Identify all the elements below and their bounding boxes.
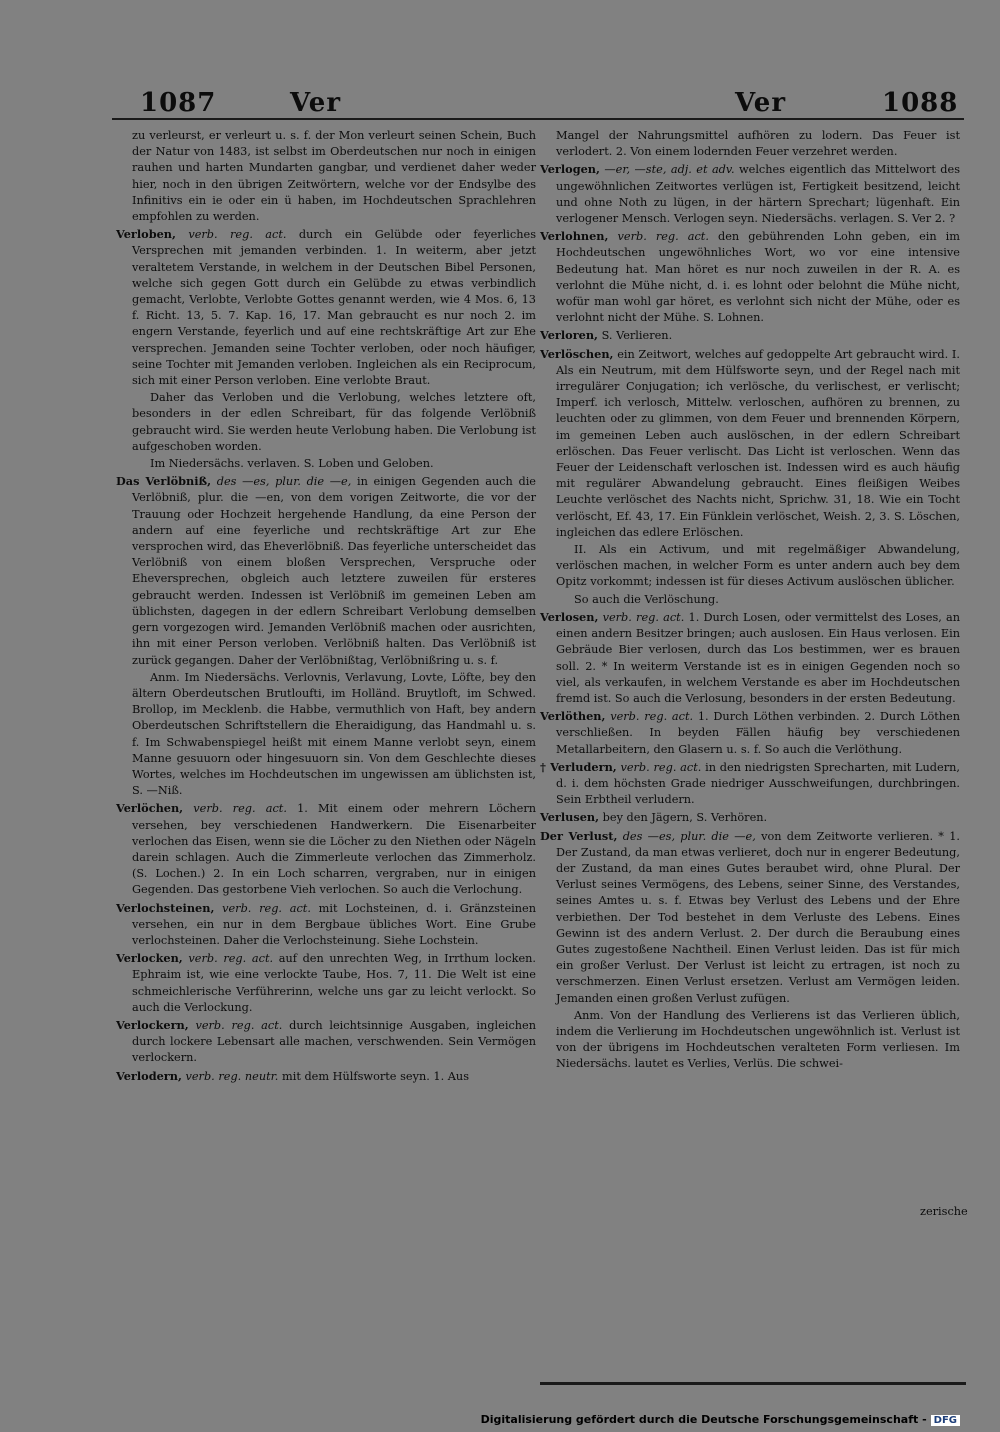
entry-grammar: verb. reg. act. xyxy=(610,710,694,724)
entry-text: 1. Mit einem oder mehrern Löchern versehen, bey verschiedenen Handwerkern. Die Eisenarbeiter verlochen das Eisen, wenn sie die Löcher zu den Niethen oder Nägeln darein schlagen. Auch die Zimmerleute verlochen das Zimmerholz. (S. Lochen.) 2. In ein Loch scharren, vergraben, nur in einigen Gegenden. Das gestorbene Vieh verlochen. So auch die Verlochung. xyxy=(132,802,537,897)
continued-text: zu verleurst, er verleurt u. s. f. der Mon verleurt seinen Schein, Buch der Natur von 1483, ist selbst im Oberdeutschen nur noch in einigen rauhen und harten Mundarten gangbar, und verdienet daher weder hier, noch in den übrigen Zeitwörtern, welche vor der Endsylbe des Infinitivs ein ie oder ein ü haben, im Hochdeutschen Sprachlehren empfohlen zu werden. xyxy=(132,129,536,224)
continued-text: Mangel der Nahrungsmittel aufhören zu lodern. Das Feuer ist verlodert. 2. Von einem lodernden Feuer verzehret werden. xyxy=(556,129,960,159)
left-header-rule xyxy=(112,118,538,120)
entry-headword: Verloben, xyxy=(116,227,176,242)
entry-grammar: verb. reg. act. xyxy=(617,230,709,244)
dictionary-entry xyxy=(540,346,960,541)
dictionary-entry xyxy=(540,327,960,344)
entry-text: mit Lochsteinen, d. i. Gränzsteinen versehen, ein nur in dem Bergbaue übliches Wort. Eine Grube verlochsteinen. Daher die Verlochsteinung. Siehe Lochstein. xyxy=(132,901,537,947)
entry-grammar: verb. reg. act. xyxy=(620,760,702,774)
entry-paragraph: Im Niedersächs. verlaven. S. Loben und Geloben. xyxy=(150,457,434,471)
entry-paragraph: Daher das Verloben und die Verlobung, welches letztere oft, besonders in der edlen Schreibart, für das folgende Verlöbniß gebraucht wird. Sie werden heute Verlobung haben. Die Verlobung ist aufgeschoben worden. xyxy=(132,391,536,453)
entry-headword: Verlöchen, xyxy=(116,801,184,816)
entry-grammar: verb. reg. act. xyxy=(193,802,287,816)
entry-grammar: des —es, plur. die —e, xyxy=(216,475,352,489)
dictionary-entry xyxy=(540,609,960,707)
dictionary-entry xyxy=(116,900,536,950)
dictionary-entry xyxy=(540,828,960,1007)
entry-paragraph: Anm. Von der Handlung des Verlierens ist das Verlieren üblich, indem die Verlierung im Hochdeutschen ungewöhnlich ist. Verlust ist von der übrigens im Hochdeutschen veralteten Form verliesen. Im Niedersächs. lautet es Verlies, Verlüs. Die schwei- xyxy=(556,1008,960,1071)
dictionary-entry xyxy=(116,800,536,898)
entry-text: durch ein Gelübde oder feyerliches Versprechen mit jemanden verbinden. 1. In weiterm, aber jetzt veraltetem Verstande, in welchem in der Deutschen Bibel Personen, welche sich gegen Gott durch ein Gelübde zu etwas verbindlich gemacht, Verlobte, Verlobte Gottes genannt werden, wie 4 Mos. 6, 13 f. Richt. 13, 5. 7. Kap. 16, 17. Man gebraucht es nur noch 2. im engern Verstande, feyerlich und auf eine rechtskräftige Art zur Ehe versprechen. Jemanden seine Tochter verloben, oder noch häufiger, seine Tochter mit Jemanden verloben. Ingleichen als ein Reciprocum, sich mit einer Person verloben. Eine verlobte Braut. xyxy=(132,228,536,388)
entry-grammar: des —es, plur. die —e, xyxy=(622,829,756,843)
entry-headword: Das Verlöbniß, xyxy=(116,474,212,489)
left-page-number: 1087 xyxy=(140,88,217,118)
entry-grammar: verb. reg. neutr. xyxy=(185,1069,279,1083)
entry-headword: Verlöthen, xyxy=(540,709,606,724)
dictionary-entry xyxy=(540,809,960,826)
entry-grammar: verb. reg. act. xyxy=(602,610,685,624)
dictionary-entry xyxy=(116,950,536,1016)
entry-headword: Verlodern, xyxy=(116,1068,182,1083)
entry-headword: Verloren, xyxy=(540,328,598,343)
entry-headword: Verlosen, xyxy=(540,609,599,624)
entry-headword: Verlockern, xyxy=(116,1017,189,1032)
entry-text: bey den Jägern, S. Verhören. xyxy=(602,811,768,825)
entry-headword: Verlogen, xyxy=(540,162,600,177)
entry-paragraph: II. Als ein Activum, und mit regelmäßiger Abwandelung, verlöschen machen, in welcher Form es unter andern auch bey dem Opitz vorkommt; indessen ist für dieses Activum auslöschen üblicher. xyxy=(556,543,960,589)
entry-text: ein Zeitwort, welches auf gedoppelte Art gebraucht wird. I. Als ein Neutrum, mit dem Hülfsworte seyn, und der Regel nach mit irregulärer Conjugation; ich verlösche, du verlischest, er verlischt; Imperf. ich verlosch, Mittelw. verloschen, aufhören zu brennen, zu leuchten oder zu glimmen, von dem Feuer und brennenden Körpern, im gemeinen Leben auch auslöschen, in der edlern Schreibart erlöschen. Das Feuer verlischt. Das Licht ist verloschen. Wenn das Feuer der Leidenschaft verloschen ist. Indessen wird es auch häufig mit regulärer Abwandelung gebraucht. Eines fleißigen Weibes Leuchte verlöschet des Nachts nicht, Sprichw. 31, 18. Wie ein Tocht verlöscht, Ef. 43, 17. Ein Fünklein verlöschet, Weish. 2, 3. S. Löschen, ingleichen das edlere Erlöschen. xyxy=(556,347,960,539)
right-header-rule xyxy=(538,118,964,120)
entry-text: in den niedrigsten Sprecharten, mit Ludern, d. i. dem höchsten Grade niedriger Ausschweifungen, durchbringen. Sein Erbtheil verludern. xyxy=(556,760,960,807)
dictionary-entry xyxy=(116,1017,536,1067)
entry-text: mit dem Hülfsworte seyn. 1. Aus xyxy=(282,1069,470,1083)
right-page-number: 1088 xyxy=(882,88,959,118)
entry-text: durch leichtsinnige Ausgaben, ingleichen durch lockere Lebensart alle machen, verschwenden. Sein Vermögen verlockern. xyxy=(132,1018,537,1065)
entry-text: 1. Durch Löthen verbinden. 2. Durch Löthen verschließen. In beyden Fällen häufig bey verschiedenen Metallarbeitern, den Glasern u. s. f. So auch die Verlöthung. xyxy=(556,710,961,756)
entry-text: von dem Zeitworte verlieren. * 1. Der Zustand, da man etwas verlieret, doch nur in engerer Bedeutung, der Zustand, da man eines Gutes beraubet wird, ohne Plural. Der Verlust seines Vermögens, des Lebens, seiner Sinne, des Verstandes, seines Amtes u. s. f. Etwas bey Verlust des Lebens und der Ehre verbiethen. Der Tod bestehet in dem Verluste des Lebens. Eines Gewinn ist des andern Verlust. 2. Der durch die Beraubung eines Gutes zugestoßene Nachtheil. Einen Verlust leiden. Das ist für mich ein großer Verlust. Der Verlust ist leicht zu ertragen, ist noch zu verschmerzen. Einen Verlust ersetzen. Verlust am Vermögen leiden. Jemanden einen großen Verlust zufügen. xyxy=(556,829,960,1005)
bottom-catchword: zerische xyxy=(920,1205,968,1218)
left-column xyxy=(116,128,536,1086)
dfg-logo: DFG xyxy=(931,1415,960,1426)
right-catchword: Ver xyxy=(735,88,787,118)
entry-grammar: verb. reg. act. xyxy=(188,952,274,966)
entry-grammar: verb. reg. act. xyxy=(188,228,287,242)
entry-text: 1. Durch Losen, oder vermittelst des Loses, an einen andern Besitzer bringen; auch auslosen. Ein Haus verlosen. Ein Gebräude Bier verlosen, durch das Los bestimmen, wer es brauen soll. 2. * In weiterm Verstande ist es in einigen Gegenden noch so viel, als verkaufen, in welchem Verstande es aber im Hochdeutschen fremd ist. So auch die Verlosung, besonders in der ersten Bedeutung. xyxy=(556,610,961,705)
footer xyxy=(481,1413,960,1426)
entry-paragraph: Anm. Im Niedersächs. Verlovnis, Verlavung, Lovte, Löfte, bey den ältern Oberdeutschen Brutloufti, im Holländ. Bruytloft, im Schwed. Brollop, im Mecklenb. die Habbe, vermuthlich von Haft, bey andern Oberdeutschen Schriftstellern die Eheraidigung, das Handmahl u. s. f. Im Schwabenspiegel heißt mit einem Manne verlobt seyn, einem Manne gesuuorn oder hingesuuorn sin. Von dem Geschlechte dieses Wortes, welches im Hochdeutschen im ungewissen am üblichsten ist, S. —Niß. xyxy=(132,670,536,798)
dictionary-entry xyxy=(540,708,960,758)
bottom-rule xyxy=(540,1382,966,1385)
dictionary-entry xyxy=(540,228,960,326)
entry-headword: Verlöschen, xyxy=(540,346,614,361)
entry-text: den gebührenden Lohn geben, ein im Hochdeutschen ungewöhnliches Wort, wo vor eine intensive Bedeutung hat. Man höret es nur noch zuweilen in der R. A. es verlohnt die Mühe nicht, d. i. es lohnt oder belohnt die Mühe nicht, wofür man wohl gar höret, es verlohnt sich nicht der Mühe, oder es verlohnt nicht der Mühe. S. Lohnen. xyxy=(556,230,961,325)
entry-headword: Verlochsteinen, xyxy=(116,900,215,915)
entry-grammar: verb. reg. act. xyxy=(222,901,311,915)
entry-paragraph: So auch die Verlöschung. xyxy=(574,592,719,606)
footer-text: Digitalisierung gefördert durch die Deutsche Forschungsgemeinschaft - xyxy=(480,1413,927,1426)
dictionary-entry xyxy=(540,161,960,227)
entry-headword: Verlocken, xyxy=(116,951,183,966)
entry-text: S. Verlieren. xyxy=(601,329,673,343)
entry-grammar: —er, —ste, adj. et adv. xyxy=(604,163,735,177)
dictionary-entry xyxy=(116,473,536,668)
entry-text: auf den unrechten Weg, in Irrthum locken. Ephraim ist, wie eine verlockte Taube, Hos. 7, 11. Die Welt ist eine schmeichlerische Verführerinn, welche uns gar zu leicht verlockt. So auch die Verlockung. xyxy=(132,952,537,1014)
entry-headword: Verlohnen, xyxy=(540,229,609,244)
entry-text: welches eigentlich das Mittelwort des ungewöhnlichen Zeitwortes verlügen ist, Fertigkeit besitzend, leicht und ohne Noth zu lügen, in der härtern Sprechart; lügenhaft. Ein verlogener Mensch. Verlogen seyn. Niedersächs. verlagen. S. Ver 2. ? xyxy=(556,163,960,226)
right-column xyxy=(540,128,960,1074)
entry-headword: Verlusen, xyxy=(540,810,600,825)
dictionary-entry xyxy=(116,1068,536,1085)
dictionary-entry xyxy=(540,759,960,809)
entry-grammar: verb. reg. act. xyxy=(195,1018,283,1032)
entry-headword: Der Verlust, xyxy=(540,828,618,843)
dictionary-entry xyxy=(116,226,536,389)
entry-text: in einigen Gegenden auch die Verlöbniß, plur. die —en, von dem vorigen Zeitworte, die vor der Trauung oder Hochzeit hergehende Handlung, da eine Person der andern auf eine feyerliche und rechtskräftige Art zur Ehe versprochen wird, das Eheverlöbniß. Das feyerliche unterscheidet das Verlöbniß von einem bloßen Versprechen, Verspruche oder Eheversprechen, obgleich auch letztere zuweilen für ersteres gebraucht werden. Indessen ist Verlöbniß im gemeinen Leben am üblichsten, dagegen in der edlern Schreibart Verlobung demselben gern vorgezogen wird. Jemanden Verlöbniß machen oder ausrichten, ihn mit einer Person verloben. Verlöbniß halten. Das Verlöbniß ist zurück gegangen. Daher der Verlöbnißtag, Verlöbnißring u. s. f. xyxy=(132,475,536,667)
left-catchword: Ver xyxy=(290,88,342,118)
entry-headword: † Verludern, xyxy=(540,759,617,774)
